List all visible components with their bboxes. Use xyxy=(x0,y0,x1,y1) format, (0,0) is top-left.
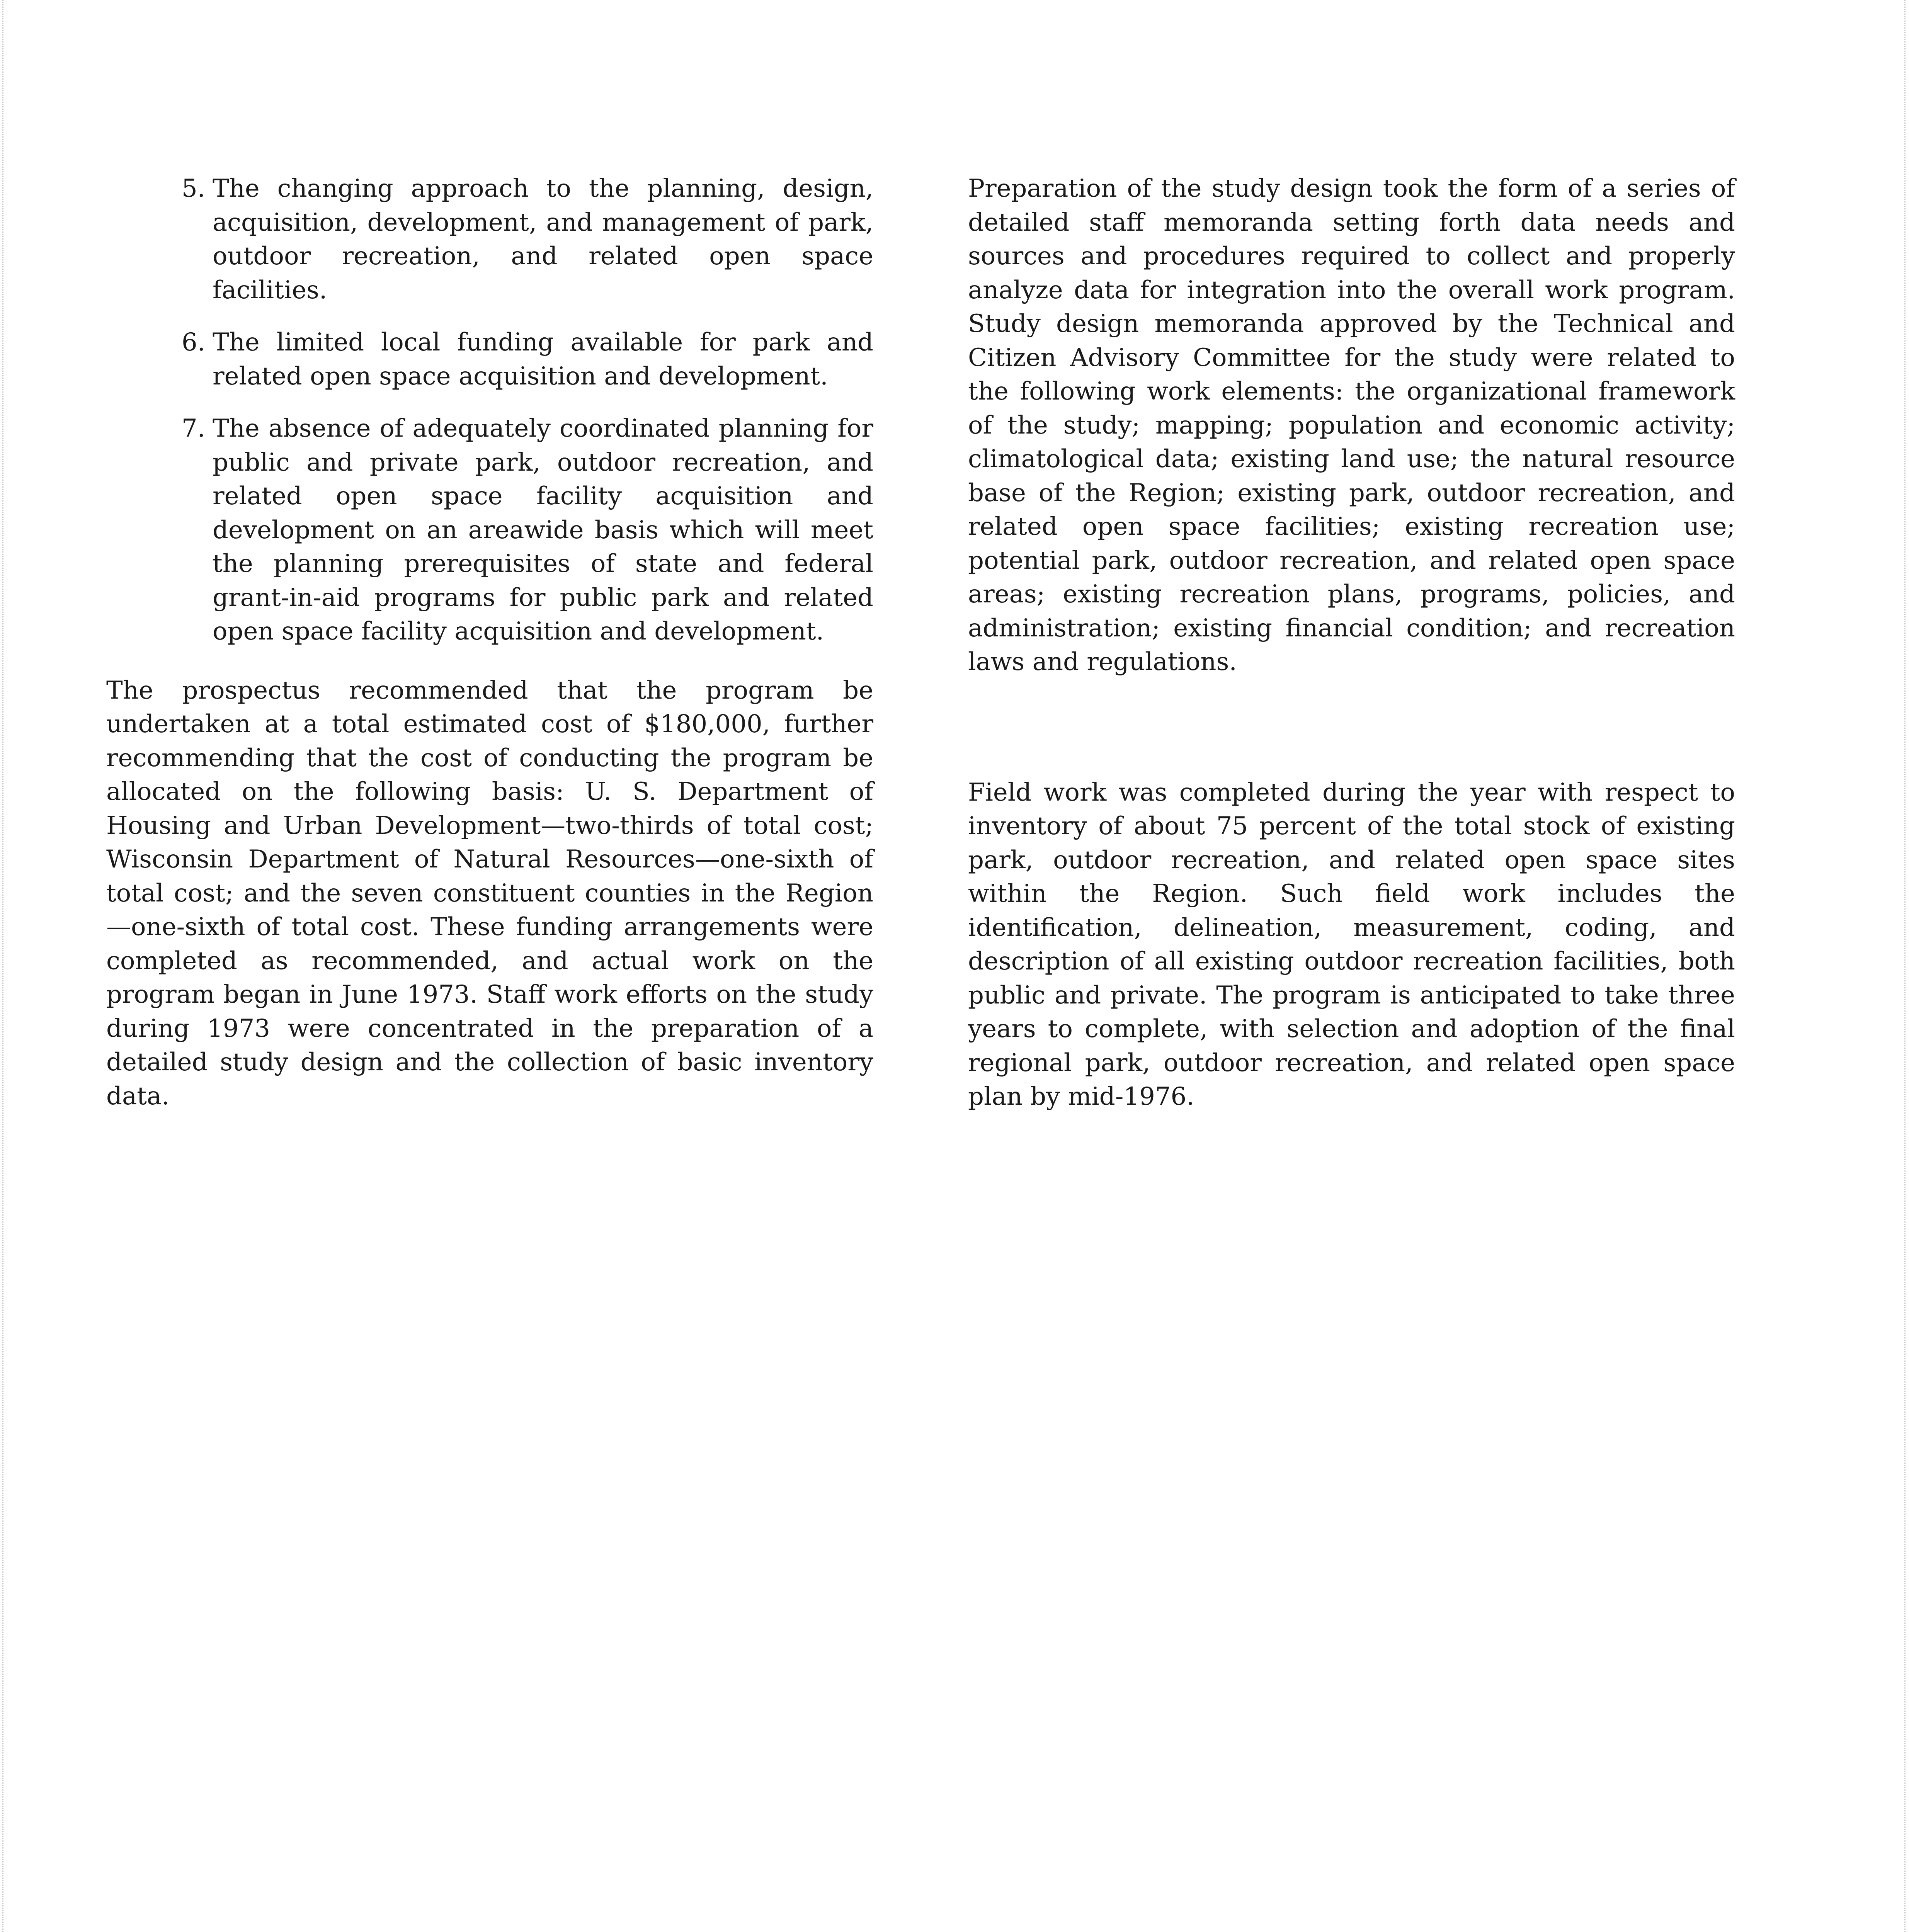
scan-edge-right xyxy=(1904,0,1907,1932)
list-item xyxy=(106,172,873,307)
right-column xyxy=(968,172,1735,1114)
scan-edge-left xyxy=(2,0,5,1932)
list-item-number: 5. xyxy=(182,174,206,203)
list-item-text: The limited local funding available for park and related open space acquisition and development. xyxy=(213,328,873,391)
list-item xyxy=(106,326,873,393)
list-item xyxy=(106,412,873,649)
list-item-text: The changing approach to the planning, design, acquisition, development, and management of park, outdoor recreation, and related open space facilities. xyxy=(213,174,873,304)
list-item-number: 6. xyxy=(182,328,206,357)
list-item-text: The absence of adequately coordinated planning for public and private park, outdoor recreation, and related open space facility acquisition and development on an areawide basis which will meet the planning prerequisites of state and federal grant-in-aid programs for public park and related open space facility acquisition and development. xyxy=(213,414,873,646)
left-column xyxy=(106,172,873,1113)
study-design-paragraph: Preparation of the study design took the form of a series of detailed staff memoranda setting forth data needs and sources and procedures required to collect and properly analyze data for integration into the overall work program. Study design memoranda approved by the Technical and Citizen Advisory Committee for the study were related to the following work elements: the organizational framework of the study; mapping; population and economic activity; climatological data; existing land use; the natural resource base of the Region; existing park, outdoor recreation, and related open space facilities; existing recreation use; potential park, outdoor recreation, and related open space areas; existing recreation plans, programs, policies, and administration; existing financial condition; and recreation laws and regulations. xyxy=(968,174,1735,676)
field-work-paragraph: Field work was completed during the year with respect to inventory of about 75 percent of the total stock of existing park, outdoor recreation, and related open space sites within the Region. Such field work includes the identification, delineation, measurement, coding, and description of all existing outdoor recreation facilities, both public and private. The program is anticipated to take three years to complete, with selection and adoption of the final regional park, outdoor recreation, and related open space plan by mid-1976. xyxy=(968,778,1735,1111)
list-item-number: 7. xyxy=(182,414,206,443)
prospectus-paragraph: The prospectus recommended that the program be undertaken at a total estimated cost of $180,000, further recommending that the cost of conducting the program be allocated on the following basis: U. S. Department of Housing and Urban Development—two-thirds of total cost; Wisconsin Department of Natural Resources—one-sixth of total cost; and the seven constituent counties in the Region—one-sixth of total cost. These funding arrangements were completed as recommended, and actual work on the program began in June 1973. Staff work efforts on the study during 1973 were concentrated in the preparation of a detailed study design and the collection of basic inventory data. xyxy=(106,676,873,1111)
numbered-list xyxy=(106,172,873,649)
